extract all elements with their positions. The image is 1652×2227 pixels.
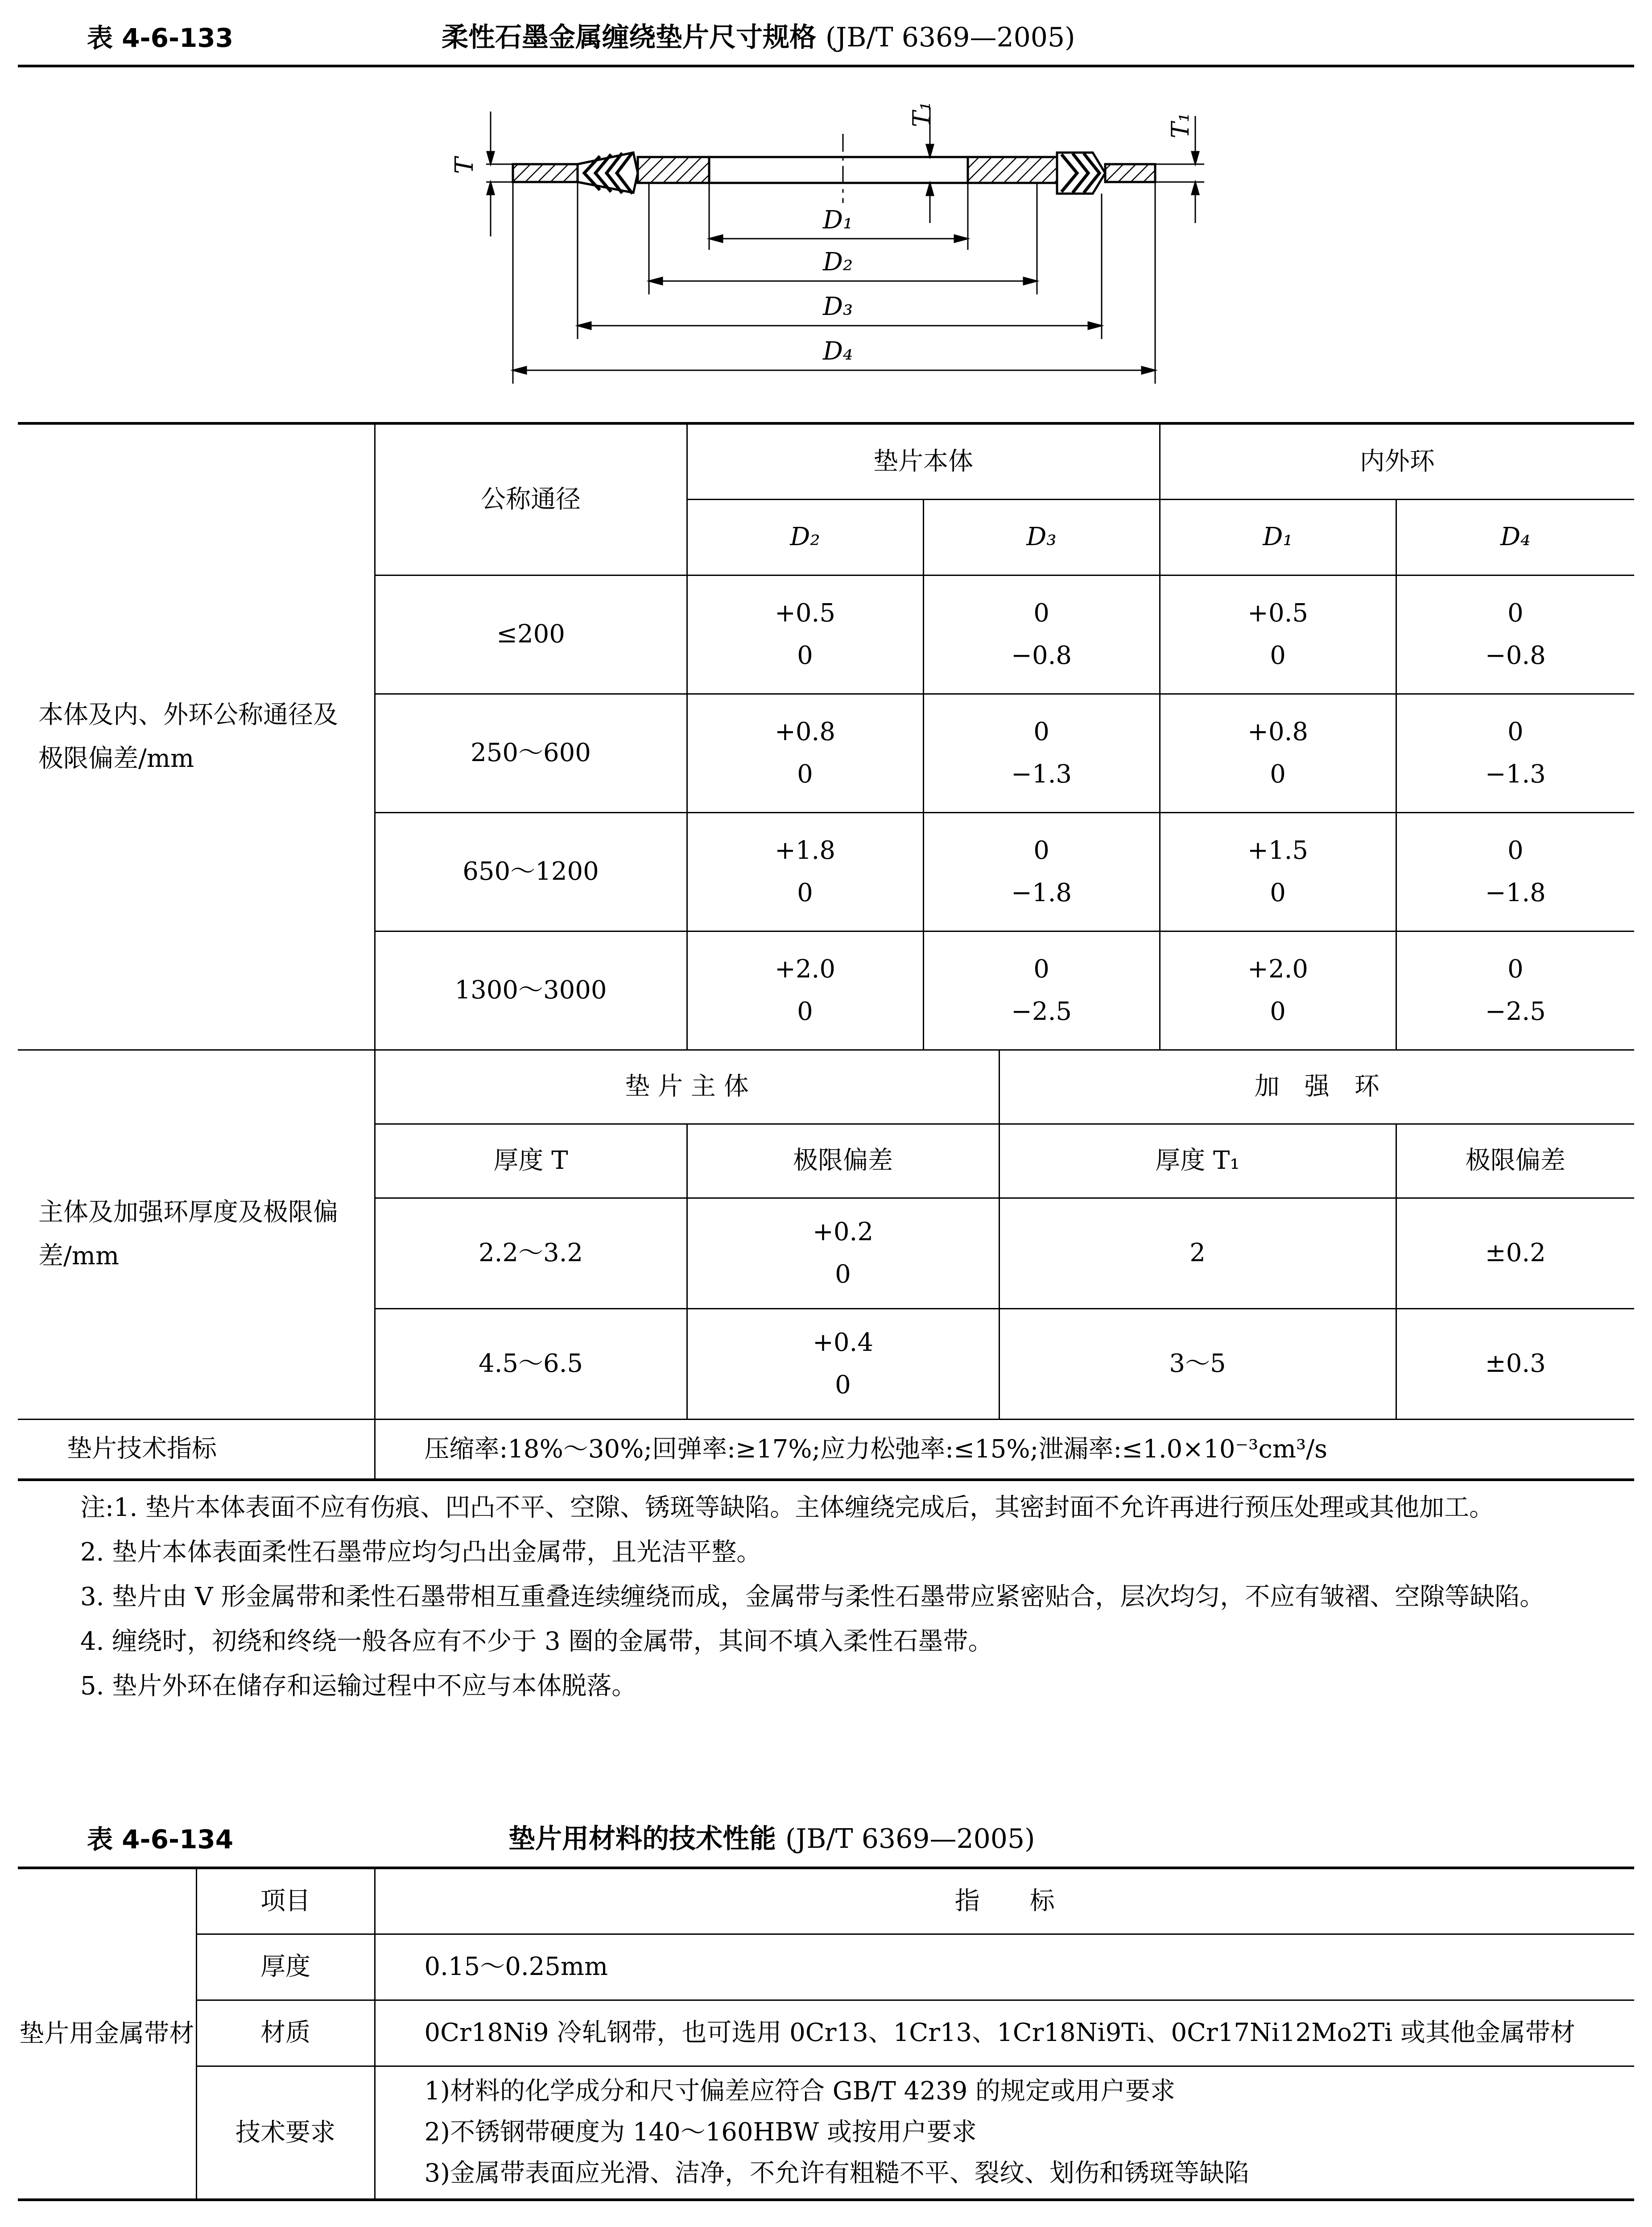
nominal-size: 650～1200 <box>375 812 687 931</box>
requirement-item: 1)材料的化学成分和尺寸偏差应符合 GB/T 4239 的规定或用户要求 <box>424 2076 1175 2106</box>
label-t1-right: T₁ <box>1166 112 1194 138</box>
thickness-t: 4.5～6.5 <box>375 1308 687 1419</box>
requirement-item: 3)金属带表面应光滑、洁净，不允许有粗糙不平、裂纹、划伤和锈斑等缺陷 <box>424 2159 1249 2188</box>
thickness-dev: +0.2 0 <box>687 1198 999 1308</box>
thickness-label: 厚度 <box>196 1934 375 2000</box>
d2-tol: +0.5 0 <box>687 575 923 694</box>
col-d1: D₁ <box>1160 499 1396 575</box>
note-1: 注:1. 垫片本体表面不应有伤痕、凹凸不平、空隙、锈斑等缺陷。主体缠绕完成后，其密封面不允许再进行预压处理或其他加工。 <box>80 1493 1495 1522</box>
note-3: 3. 垫片由 V 形金属带和柔性石墨带相互重叠连续缠绕而成，金属带与柔性石墨带应紧密贴合，层次均匀，不应有皱褶、空隙等缺陷。 <box>80 1582 1545 1611</box>
section2-label: 主体及加强环厚度及极限偏差/mm <box>18 1050 375 1419</box>
deviation-header: 极限偏差 <box>687 1124 999 1198</box>
d4-tol: 0 −0.8 <box>1396 575 1634 694</box>
thickness-t1-header: 厚度 T₁ <box>999 1124 1396 1198</box>
top-rule <box>18 65 1634 67</box>
table-title-text: 柔性石墨金属缠绕垫片尺寸规格 <box>442 22 816 53</box>
label-d2: D₂ <box>823 248 853 277</box>
material-table <box>18 1867 1634 2201</box>
label-d4: D₄ <box>823 337 853 366</box>
label-d1: D₁ <box>823 206 853 235</box>
group-label: 垫片用金属带材 <box>18 1868 196 2200</box>
nominal-size: 250～600 <box>375 694 687 812</box>
body-header: 垫片本体 <box>687 423 1160 499</box>
index-header: 指 标 <box>375 1868 1634 1934</box>
table-title <box>442 16 1075 54</box>
d2-tol: +2.0 0 <box>687 931 923 1050</box>
thickness-t-header: 厚度 T <box>375 1124 687 1198</box>
d1-tol: +0.8 0 <box>1160 694 1396 812</box>
table2-number: 表 4-6-134 <box>87 1824 234 1854</box>
notes <box>18 1486 1634 1709</box>
d1-tol: +2.0 0 <box>1160 931 1396 1050</box>
d2-tol: +0.8 0 <box>687 694 923 812</box>
d4-tol: 0 −1.3 <box>1396 694 1634 812</box>
d3-tol: 0 −0.8 <box>923 575 1160 694</box>
note-2: 2. 垫片本体表面柔性石墨带应均匀凸出金属带，且光洁平整。 <box>80 1538 762 1567</box>
col-d3: D₃ <box>923 499 1160 575</box>
table-number: 表 4-6-133 <box>87 23 234 53</box>
size-spec-table <box>18 422 1634 1481</box>
table2-title-text: 垫片用材料的技术性能 <box>508 1823 776 1854</box>
table-standard: (JB/T 6369—2005) <box>825 22 1075 53</box>
deviation-header-2: 极限偏差 <box>1396 1124 1634 1198</box>
thickness-value: 0.15～0.25mm <box>375 1934 1634 2000</box>
inner-ring-right <box>968 157 1057 183</box>
note-4: 4. 缠绕时，初绕和终绕一般各应有不少于 3 圈的金属带，其间不填入柔性石墨带。 <box>80 1627 993 1656</box>
requirement-item: 2)不锈钢带硬度为 140～160HBW 或按用户要求 <box>424 2118 977 2147</box>
nominal-size: 1300～3000 <box>375 931 687 1050</box>
inner-ring-left <box>638 157 709 183</box>
thickness-dev: +0.4 0 <box>687 1308 999 1419</box>
requirements-label: 技术要求 <box>196 2066 375 2200</box>
item-header: 项目 <box>196 1868 375 1934</box>
note-5: 5. 垫片外环在储存和运输过程中不应与本体脱落。 <box>80 1672 637 1701</box>
d3-tol: 0 −2.5 <box>923 931 1160 1050</box>
requirements-list <box>375 2066 1634 2200</box>
gasket-drawing <box>0 71 1652 393</box>
col-d2: D₂ <box>687 499 923 575</box>
d1-tol: +1.5 0 <box>1160 812 1396 931</box>
label-d3: D₃ <box>823 292 853 321</box>
table2-standard: (JB/T 6369—2005) <box>785 1823 1035 1854</box>
material-value: 0Cr18Ni9 冷轧钢带，也可选用 0Cr13、1Cr13、1Cr18Ni9Ti、0Cr17Ni12Mo2Ti 或其他金属带材 <box>375 2000 1634 2066</box>
d4-tol: 0 −1.8 <box>1396 812 1634 931</box>
outer-ring-left <box>513 164 578 182</box>
tech-label: 垫片技术指标 <box>18 1419 375 1480</box>
d2-tol: +1.8 0 <box>687 812 923 931</box>
label-t1-middle: T₁ <box>908 101 936 127</box>
thickness-t1: 2 <box>999 1198 1396 1308</box>
reinforce-ring-header: 加 强 环 <box>999 1050 1634 1124</box>
tech-value: 压缩率:18%～30%;回弹率:≥17%;应力松弛率:≤15%;泄漏率:≤1.0×10⁻³cm³/s <box>375 1419 1634 1480</box>
material-label: 材质 <box>196 2000 375 2066</box>
d1-tol: +0.5 0 <box>1160 575 1396 694</box>
table2-title <box>508 1817 1035 1856</box>
thickness-t: 2.2～3.2 <box>375 1198 687 1308</box>
outer-ring-right <box>1105 164 1155 182</box>
d3-tol: 0 −1.8 <box>923 812 1160 931</box>
nominal-size-header: 公称通径 <box>375 423 687 575</box>
nominal-size: ≤200 <box>375 575 687 694</box>
ring-header: 内外环 <box>1160 423 1634 499</box>
main-body-header: 垫 片 主 体 <box>375 1050 999 1124</box>
section1-label: 本体及内、外环公称通径及极限偏差/mm <box>18 423 375 1050</box>
thickness-t1: 3～5 <box>999 1308 1396 1419</box>
label-t: T <box>450 157 479 174</box>
thickness-t1-dev: ±0.2 <box>1396 1198 1634 1308</box>
col-d4: D₄ <box>1396 499 1634 575</box>
thickness-t1-dev: ±0.3 <box>1396 1308 1634 1419</box>
d4-tol: 0 −2.5 <box>1396 931 1634 1050</box>
d3-tol: 0 −1.3 <box>923 694 1160 812</box>
